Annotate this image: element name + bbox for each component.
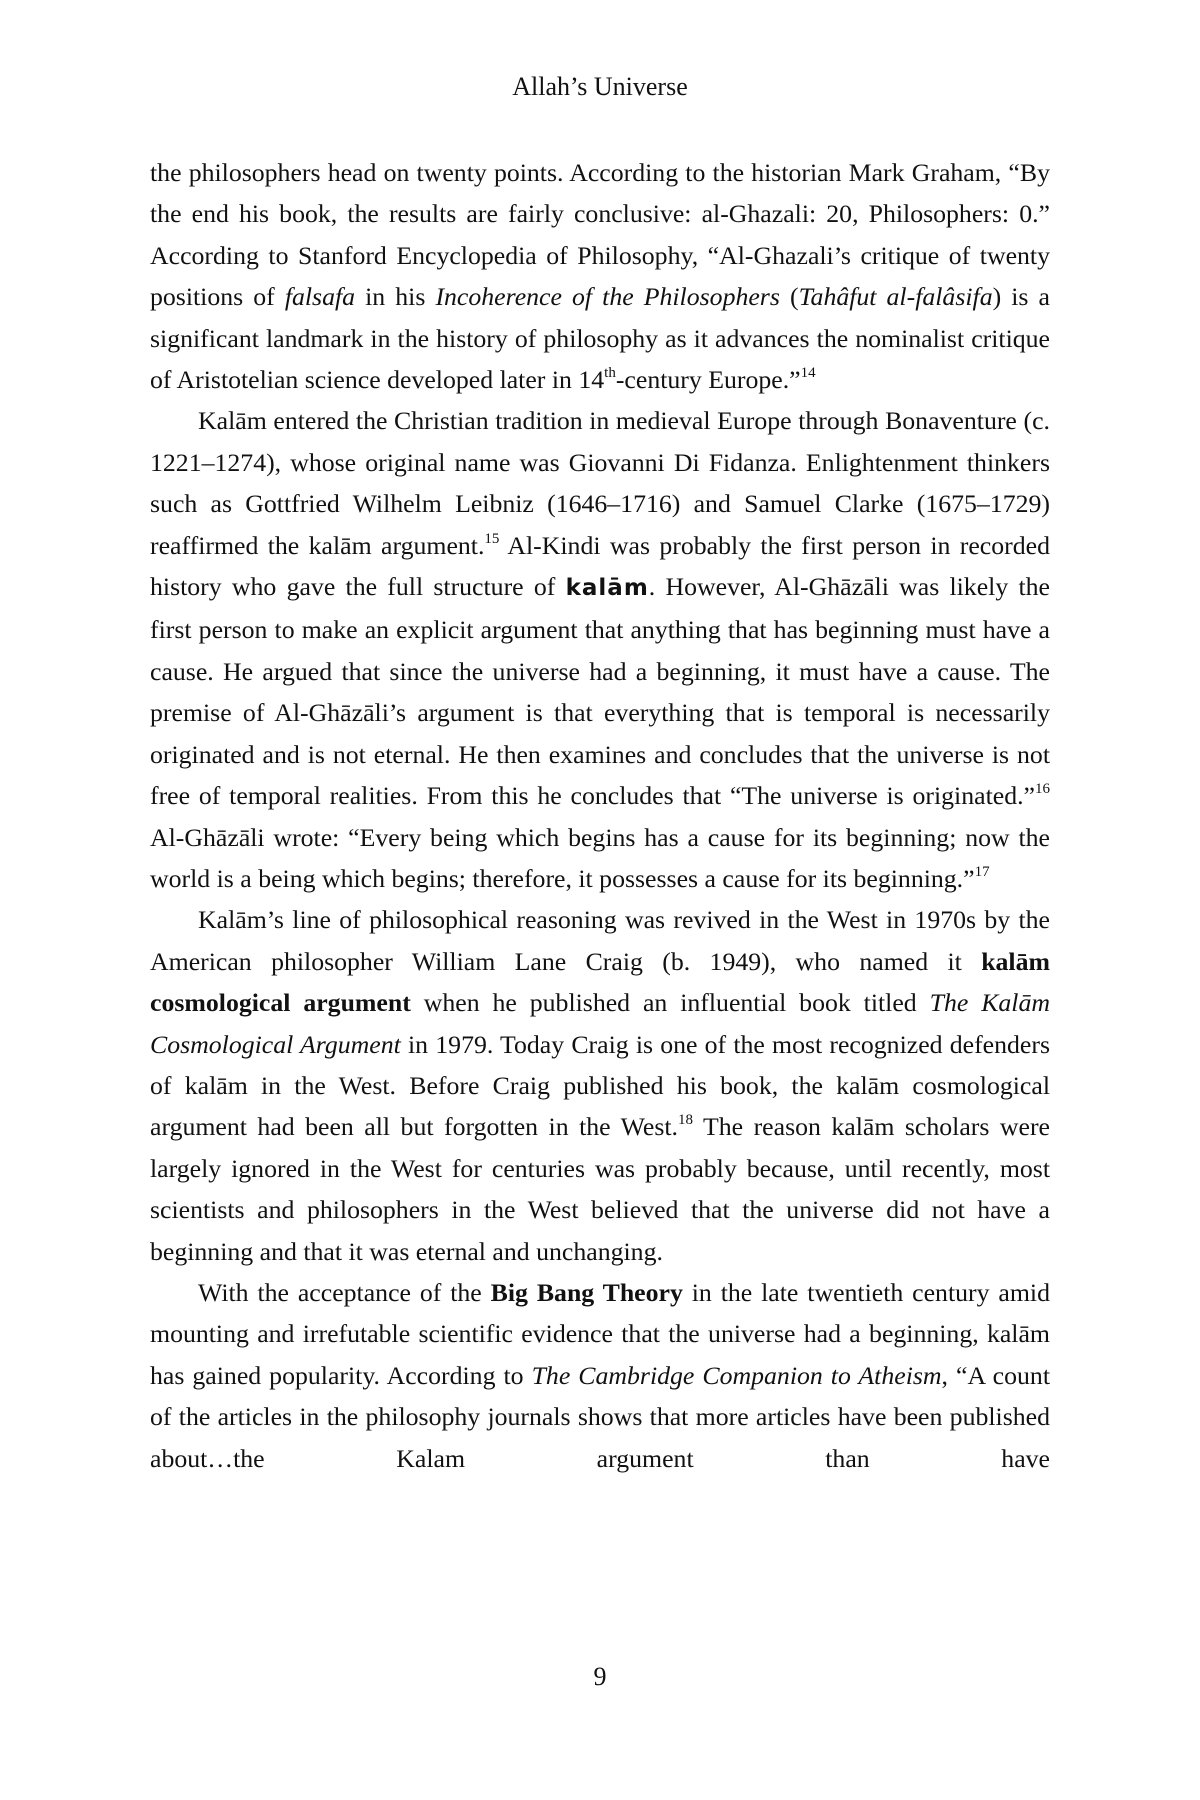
text-run: , “A count of the articles in the philosophy journals shows that more articles have been published about…the Kalam argument than have — [150, 1360, 1050, 1473]
text-run: Al-Ghāzāli wrote: “Every being which begins has a cause for its beginning; now the world is a being which begins; therefore, it possesses a cause for its beginning.” — [150, 822, 1050, 893]
paragraph-3 — [150, 899, 1050, 1272]
bold-term: kalām — [565, 575, 649, 602]
ordinal-suffix: th — [604, 365, 616, 382]
text-run: in the late twentieth century amid mounting and irrefutable scientific evidence that the universe had a beginning, kalām has gained popularity. According to — [150, 1277, 1050, 1390]
book-title: Incoherence of the Philosophers — [435, 282, 780, 312]
body-text — [150, 152, 1050, 1479]
text-run: -century Europe.” — [615, 365, 801, 395]
running-head: Allah’s Universe — [512, 72, 688, 101]
footnote-ref: 14 — [800, 365, 816, 382]
paragraph-4 — [150, 1272, 1050, 1479]
text-run: in his — [355, 282, 436, 312]
text-run: Al-Kindi was probably the first person in recorded history who gave the full structure of — [150, 530, 1050, 602]
text-run: ( — [779, 282, 799, 312]
text-run: . However, Al-Ghāzāli was likely the first person to make an explicit argument that anything that has beginning must have a cause. He argued that since the universe had a beginning, it must have a cause. The premise of Al-Ghāzāli’s argument is that everything that is temporal is necessarily originated and is not eternal. He then examines and concludes that the universe is not free of temporal realities. From this he concludes that “The universe is originated.” — [150, 572, 1050, 811]
footnote-ref: 17 — [974, 863, 990, 880]
text-run: when he published an influential book titled — [410, 988, 930, 1018]
text-run: in 1979. Today Craig is one of the most recognized defenders of kalām in the West. Before Craig published his book, the kalām cosmological argument had been all but forgotten in the West. — [150, 1029, 1050, 1142]
footnote-ref: 15 — [484, 530, 500, 547]
page-number: 9 — [593, 1662, 607, 1691]
book-title-arabic: Tahâfut al-falâsifa — [798, 282, 993, 312]
paragraph-2 — [150, 400, 1050, 899]
footnote-ref: 16 — [1035, 781, 1050, 798]
bold-term: Big Bang Theory — [490, 1277, 683, 1307]
book-title: The Cambridge Companion to Atheism — [531, 1360, 942, 1390]
text-run: With the acceptance of the — [198, 1277, 491, 1307]
footnote-ref: 18 — [678, 1112, 693, 1129]
text-run: ) is a significant landmark in the history of philosophy as it advances the nominalist critique of Aristotelian science developed later in 14 — [150, 282, 1050, 395]
text-run: Kalām’s line of philosophical reasoning was revived in the West in 1970s by the American philosopher William Lane Craig (b. 1949), who named it — [150, 905, 1050, 976]
text-run: The reason kalām scholars were largely ignored in the West for centuries was probably because, until recently, most scientists and philosophers in the West believed that the universe did not have a beginning and that it was eternal and unchanging. — [150, 1112, 1050, 1266]
bold-term: kalām cosmological argument — [150, 946, 1050, 1018]
text-run: Kalām entered the Christian tradition in medieval Europe through Bonaventure (c. 1221–1274), whose original name was Giovanni Di Fidanza. Enlightenment thinkers such as Gottfried Wilhelm Leibniz (1646–1716) and Samuel Clarke (1675–1729) reaffirmed the kalām argument. — [150, 406, 1050, 560]
paragraph-1 — [150, 152, 1050, 400]
text-run: the philosophers head on twenty points. According to the historian Mark Graham, “By the end his book, the results are fairly conclusive: al-Ghazali: 20, Philosophers: 0.” According to Stanford Encyclopedia of Philosophy, “Al-Ghazali’s critique of twenty positions of — [150, 158, 1050, 312]
italic-term: falsafa — [284, 282, 356, 312]
book-title: The Kalām Cosmological Argument — [150, 988, 1050, 1059]
